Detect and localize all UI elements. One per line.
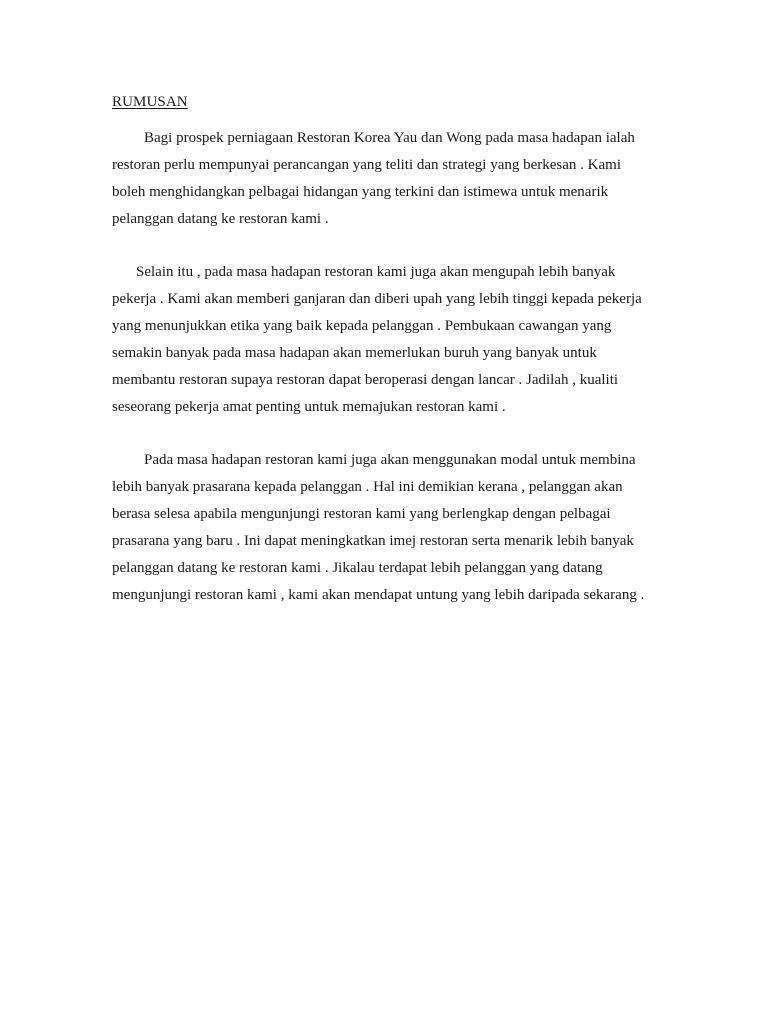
paragraph-line: restoran perlu mempunyai perancangan yang teliti dan strategi yang berkesan . Kami [112,157,621,173]
paragraph-1 [112,125,672,233]
paragraph-line: lebih banyak prasarana kepada pelanggan . Hal ini demikian kerana , pelanggan akan [112,479,623,495]
paragraph-line: Selain itu , pada masa hadapan restoran kami juga akan mengupah lebih banyak [136,264,616,280]
paragraph-line: boleh menghidangkan pelbagai hidangan yang terkini dan istimewa untuk menarik [112,184,609,200]
paragraph-line: Bagi prospek perniagaan Restoran Korea Yau dan Wong pada masa hadapan ialah [144,130,635,146]
paragraph-line: prasarana yang baru . Ini dapat meningkatkan imej restoran serta menarik lebih banyak [112,533,634,549]
paragraph-line: mengunjungi restoran kami , kami akan mendapat untung yang lebih daripada sekarang . [112,587,645,603]
page-heading: RUMUSAN [112,94,188,110]
paragraph-line: membantu restoran supaya restoran dapat beroperasi dengan lancar . Jadilah , kualiti [112,372,619,388]
paragraph-line: semakin banyak pada masa hadapan akan memerlukan buruh yang banyak untuk [112,345,597,361]
paragraph-line: pelanggan datang ke restoran kami . [112,211,329,227]
paragraph-line: seseorang pekerja amat penting untuk memajukan restoran kami . [112,399,506,415]
paragraph-line: Pada masa hadapan restoran kami juga akan menggunakan modal untuk membina [144,452,636,468]
paragraph-line: yang menunjukkan etika yang baik kepada pelanggan . Pembukaan cawangan yang [112,318,612,334]
paragraph-3 [112,447,672,609]
paragraph-line: berasa selesa apabila mengunjungi restoran kami yang berlengkap dengan pelbagai [112,506,611,522]
paragraph-2 [112,259,672,421]
paragraph-line: pekerja . Kami akan memberi ganjaran dan diberi upah yang lebih tinggi kepada pekerja [112,291,642,307]
paragraph-line: pelanggan datang ke restoran kami . Jikalau terdapat lebih pelanggan yang datang [112,560,603,576]
